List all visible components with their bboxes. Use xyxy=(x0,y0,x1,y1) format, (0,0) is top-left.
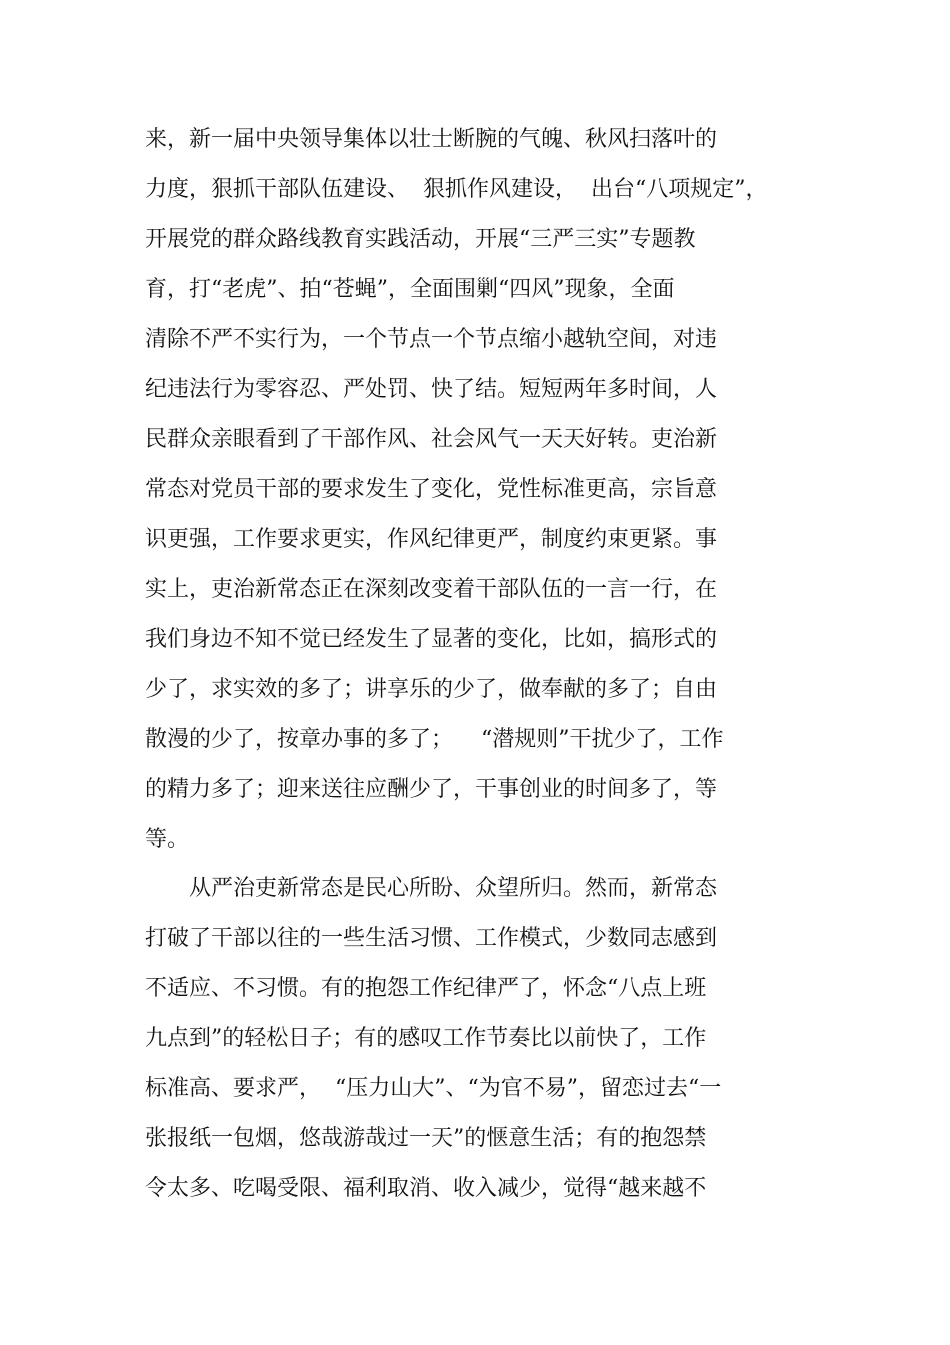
text-line: 育，打“老虎”、拍“苍蝇”，全面围剿“四风”现象，全面 xyxy=(145,277,675,302)
text-line: 少了，求实效的多了；讲享乐的少了，做奉献的多了；自由 xyxy=(145,677,718,702)
text-line: 开展党的群众路线教育实践活动，开展“三严三实”专题教 xyxy=(145,227,696,252)
text-line: 清除不严不实行为，一个节点一个节点缩小越轨空间，对违 xyxy=(145,327,718,352)
text-line: 打破了干部以往的一些生活习惯、工作模式，少数同志感到 xyxy=(145,926,718,951)
text-line: 来，新一届中央领导集体以壮士断腕的气魄、秋风扫落叶的 xyxy=(145,127,718,152)
text-line: 等。 xyxy=(145,827,190,852)
text-line: 令太多、吃喝受限、福利取消、收入减少，觉得“越来越不 xyxy=(145,1176,707,1201)
text-line: 散漫的少了，按章办事的多了； “潜规则”干扰少了，工作 xyxy=(145,727,724,752)
text-line: 张报纸一包烟，悠哉游哉过一天”的惬意生活；有的抱怨禁 xyxy=(145,1126,707,1151)
text-line: 的精力多了；迎来送往应酬少了，干事创业的时间多了，等 xyxy=(145,777,718,802)
text-line: 从严治吏新常态是民心所盼、众望所归。然而，新常态 xyxy=(145,876,718,901)
text-line: 实上，吏治新常态正在深刻改变着干部队伍的一言一行，在 xyxy=(145,577,718,602)
text-line: 标准高、要求严， “压力山大”、“为官不易”，留恋过去“一 xyxy=(145,1076,722,1101)
text-line: 识更强，工作要求更实，作风纪律更严，制度约束更紧。事 xyxy=(145,527,718,552)
text-line: 我们身边不知不觉已经发生了显著的变化，比如，搞形式的 xyxy=(145,627,718,652)
text-line: 不适应、不习惯。有的抱怨工作纪律严了，怀念“八点上班 xyxy=(145,976,707,1001)
text-line: 常态对党员干部的要求发生了变化，党性标准更高，宗旨意 xyxy=(145,477,718,502)
text-line: 力度，狠抓干部队伍建设、 狠抓作风建设， 出台“八项规定”， xyxy=(145,177,768,202)
text-line: 民群众亲眼看到了干部作风、社会风气一天天好转。吏治新 xyxy=(145,427,718,452)
text-line: 九点到”的轻松日子；有的感叹工作节奏比以前快了，工作 xyxy=(145,1026,707,1051)
text-line: 纪违法行为零容忍、严处罚、快了结。短短两年多时间，人 xyxy=(145,377,718,402)
